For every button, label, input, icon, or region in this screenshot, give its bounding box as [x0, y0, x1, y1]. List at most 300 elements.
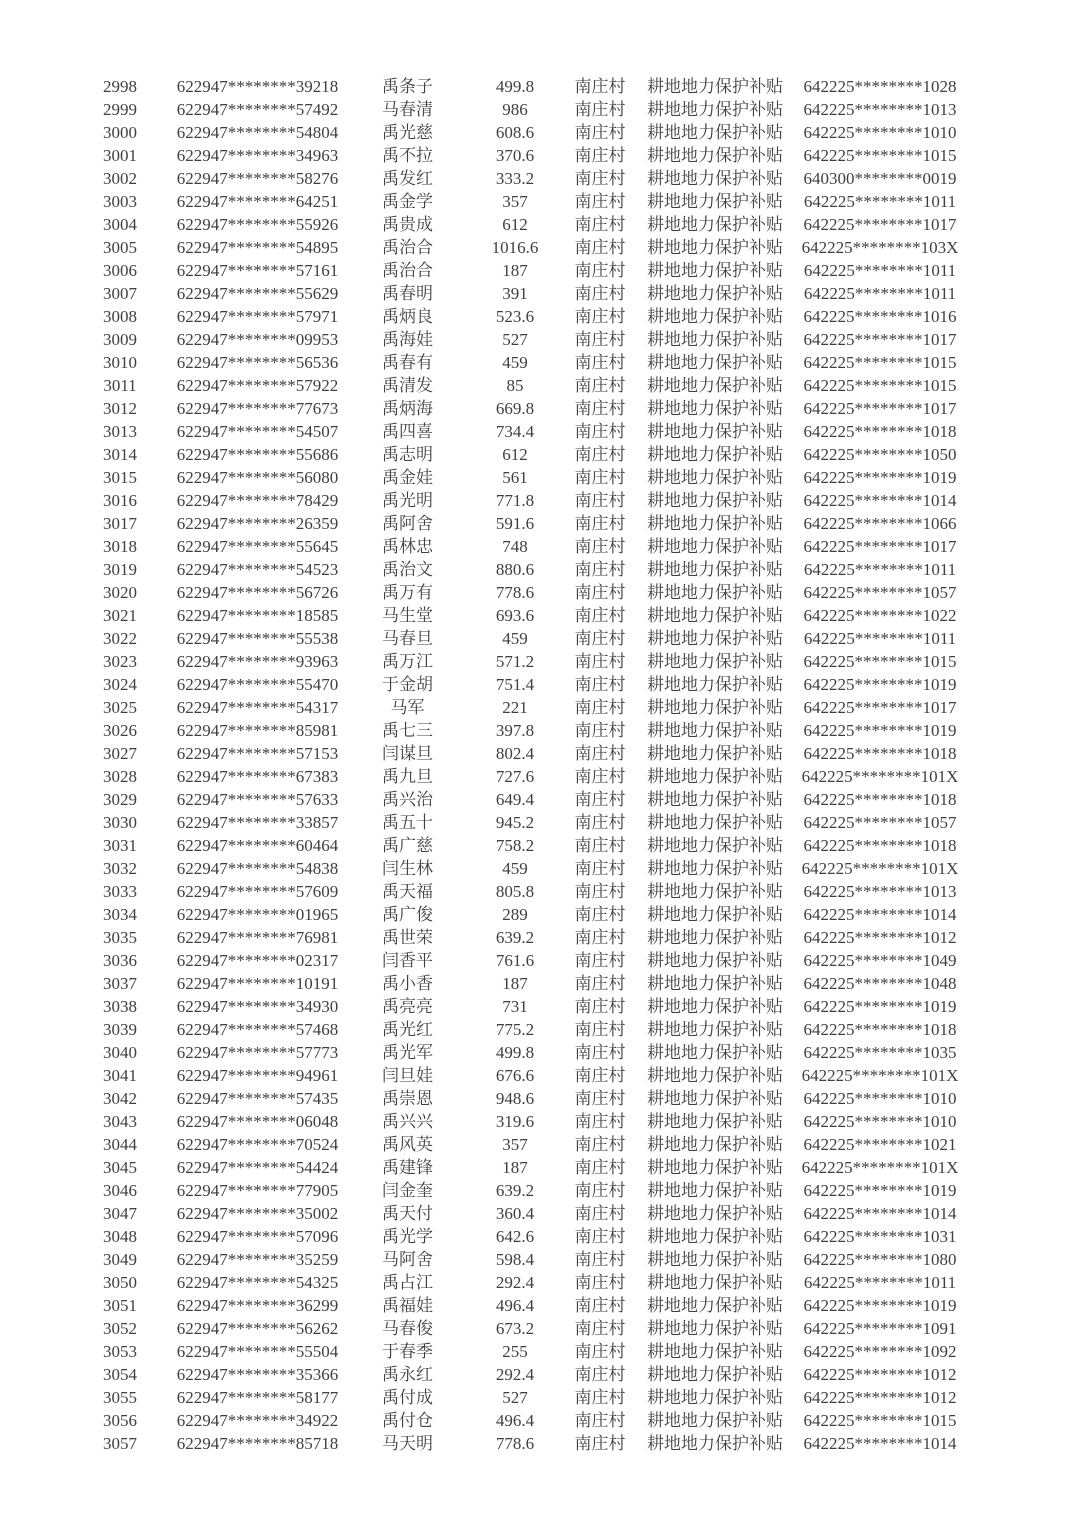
amount: 255: [502, 1342, 528, 1361]
serial-number: 3057: [103, 1434, 137, 1453]
bank-account: 642225********1011: [803, 560, 957, 579]
amount: 751.4: [495, 675, 535, 694]
table-row: [70, 1294, 970, 1317]
serial-number: 3047: [103, 1204, 137, 1223]
bank-account: 642225********1015: [803, 353, 957, 372]
bank-account: 642225********1080: [803, 1250, 957, 1269]
bank-account: 642225********101X: [801, 1158, 959, 1177]
amount: 693.6: [495, 606, 535, 625]
subsidy-type: 耕地地力保护补贴: [647, 583, 783, 602]
subsidy-type: 耕地地力保护补贴: [647, 399, 783, 418]
amount: 496.4: [495, 1411, 535, 1430]
bank-account: 642225********1014: [803, 1434, 957, 1453]
serial-number: 3040: [103, 1043, 137, 1062]
person-name: 马阿舍: [382, 1250, 433, 1269]
amount: 642.6: [495, 1227, 535, 1246]
serial-number: 3018: [103, 537, 137, 556]
id-card-number: 622947********55470: [176, 675, 339, 694]
village: 南庄村: [574, 1365, 626, 1384]
serial-number: 3035: [103, 928, 137, 947]
bank-account: 642225********1014: [803, 1204, 957, 1223]
serial-number: 3046: [103, 1181, 137, 1200]
amount: 880.6: [495, 560, 535, 579]
village: 南庄村: [574, 606, 626, 625]
subsidy-type: 耕地地力保护补贴: [647, 721, 783, 740]
serial-number: 3016: [103, 491, 137, 510]
bank-account: 642225********1091: [803, 1319, 957, 1338]
subsidy-type: 耕地地力保护补贴: [647, 905, 783, 924]
amount: 805.8: [495, 882, 535, 901]
person-name: 闫香平: [382, 951, 433, 970]
subsidy-type: 耕地地力保护补贴: [647, 1020, 783, 1039]
serial-number: 2999: [103, 100, 137, 119]
subsidy-type: 耕地地力保护补贴: [647, 146, 783, 165]
person-name: 禹付仓: [382, 1411, 433, 1430]
table-row: [70, 765, 970, 788]
id-card-number: 622947********34930: [176, 997, 339, 1016]
id-card-number: 622947********06048: [176, 1112, 339, 1131]
person-name: 禹广俊: [382, 905, 433, 924]
amount: 778.6: [495, 583, 535, 602]
amount: 571.2: [495, 652, 535, 671]
person-name: 禹光学: [382, 1227, 433, 1246]
bank-account: 642225********1066: [803, 514, 957, 533]
serial-number: 3044: [103, 1135, 137, 1154]
bank-account: 642225********1012: [803, 1388, 957, 1407]
bank-account: 642225********1092: [803, 1342, 957, 1361]
person-name: 禹治文: [382, 560, 433, 579]
id-card-number: 622947********54317: [176, 698, 339, 717]
table-row: [70, 282, 970, 305]
person-name: 禹金娃: [382, 468, 433, 487]
subsidy-type: 耕地地力保护补贴: [647, 744, 783, 763]
id-card-number: 622947********54424: [176, 1158, 339, 1177]
subsidy-type: 耕地地力保护补贴: [647, 192, 783, 211]
table-row: [70, 1018, 970, 1041]
village: 南庄村: [574, 951, 626, 970]
village: 南庄村: [574, 1020, 626, 1039]
serial-number: 3023: [103, 652, 137, 671]
id-card-number: 622947********55926: [176, 215, 339, 234]
village: 南庄村: [574, 100, 626, 119]
amount: 673.2: [495, 1319, 535, 1338]
person-name: 禹发红: [382, 169, 433, 188]
table-row: [70, 328, 970, 351]
village: 南庄村: [574, 1204, 626, 1223]
subsidy-table-body: [70, 75, 970, 1455]
subsidy-type: 耕地地力保护补贴: [647, 629, 783, 648]
amount: 221: [502, 698, 528, 717]
village: 南庄村: [574, 744, 626, 763]
serial-number: 3039: [103, 1020, 137, 1039]
bank-account: 642225********1035: [803, 1043, 957, 1062]
id-card-number: 622947********57492: [176, 100, 339, 119]
id-card-number: 622947********76981: [176, 928, 339, 947]
id-card-number: 622947********58177: [176, 1388, 339, 1407]
subsidy-type: 耕地地力保护补贴: [647, 1434, 783, 1453]
id-card-number: 622947********54895: [176, 238, 339, 257]
bank-account: 642225********1015: [803, 146, 957, 165]
serial-number: 3034: [103, 905, 137, 924]
bank-account: 642225********1011: [803, 629, 957, 648]
bank-account: 642225********1019: [803, 675, 957, 694]
id-card-number: 622947********54523: [176, 560, 339, 579]
subsidy-type: 耕地地力保护补贴: [647, 1158, 783, 1177]
serial-number: 3009: [103, 330, 137, 349]
amount: 499.8: [495, 1043, 535, 1062]
subsidy-type: 耕地地力保护补贴: [647, 1204, 783, 1223]
serial-number: 3051: [103, 1296, 137, 1315]
amount: 319.6: [495, 1112, 535, 1131]
table-row: [70, 1179, 970, 1202]
table-row: [70, 995, 970, 1018]
id-card-number: 622947********54507: [176, 422, 339, 441]
bank-account: 642225********1048: [803, 974, 957, 993]
serial-number: 3024: [103, 675, 137, 694]
bank-account: 642225********1014: [803, 905, 957, 924]
subsidy-type: 耕地地力保护补贴: [647, 1227, 783, 1246]
subsidy-type: 耕地地力保护补贴: [647, 1411, 783, 1430]
bank-account: 642225********1017: [803, 399, 957, 418]
id-card-number: 622947********60464: [176, 836, 339, 855]
table-row: [70, 1133, 970, 1156]
amount: 397.8: [495, 721, 535, 740]
subsidy-type: 耕地地力保护补贴: [647, 376, 783, 395]
serial-number: 3026: [103, 721, 137, 740]
id-card-number: 622947********34922: [176, 1411, 339, 1430]
bank-account: 642225********1018: [803, 1020, 957, 1039]
id-card-number: 622947********77673: [176, 399, 339, 418]
id-card-number: 622947********56080: [176, 468, 339, 487]
bank-account: 642225********1050: [803, 445, 957, 464]
table-row: [70, 1340, 970, 1363]
id-card-number: 622947********54838: [176, 859, 339, 878]
bank-account: 642225********1012: [803, 1365, 957, 1384]
id-card-number: 622947********57922: [176, 376, 339, 395]
serial-number: 3045: [103, 1158, 137, 1177]
bank-account: 642225********1018: [803, 744, 957, 763]
person-name: 禹崇恩: [382, 1089, 433, 1108]
id-card-number: 622947********70524: [176, 1135, 339, 1154]
bank-account: 642225********103X: [801, 238, 959, 257]
table-row: [70, 1041, 970, 1064]
serial-number: 3003: [103, 192, 137, 211]
person-name: 禹占江: [382, 1273, 433, 1292]
village: 南庄村: [574, 422, 626, 441]
table-row: [70, 581, 970, 604]
person-name: 禹七三: [382, 721, 433, 740]
table-row: [70, 834, 970, 857]
village: 南庄村: [574, 1227, 626, 1246]
subsidy-type: 耕地地力保护补贴: [647, 1112, 783, 1131]
amount: 499.8: [495, 77, 535, 96]
subsidy-type: 耕地地力保护补贴: [647, 560, 783, 579]
id-card-number: 622947********33857: [176, 813, 339, 832]
person-name: 禹春明: [382, 284, 433, 303]
village: 南庄村: [574, 1158, 626, 1177]
bank-account: 642225********1012: [803, 928, 957, 947]
serial-number: 3019: [103, 560, 137, 579]
table-row: [70, 719, 970, 742]
village: 南庄村: [574, 353, 626, 372]
id-card-number: 622947********02317: [176, 951, 339, 970]
village: 南庄村: [574, 169, 626, 188]
village: 南庄村: [574, 974, 626, 993]
bank-account: 642225********1013: [803, 100, 957, 119]
subsidy-type: 耕地地力保护补贴: [647, 675, 783, 694]
person-name: 禹兴兴: [382, 1112, 433, 1131]
id-card-number: 622947********57609: [176, 882, 339, 901]
village: 南庄村: [574, 77, 626, 96]
village: 南庄村: [574, 307, 626, 326]
bank-account: 642225********101X: [801, 767, 959, 786]
bank-account: 642225********1011: [803, 261, 957, 280]
village: 南庄村: [574, 1434, 626, 1453]
serial-number: 3006: [103, 261, 137, 280]
amount: 608.6: [495, 123, 535, 142]
table-row: [70, 1409, 970, 1432]
village: 南庄村: [574, 261, 626, 280]
village: 南庄村: [574, 1112, 626, 1131]
serial-number: 3055: [103, 1388, 137, 1407]
village: 南庄村: [574, 928, 626, 947]
amount: 748: [502, 537, 528, 556]
village: 南庄村: [574, 790, 626, 809]
id-card-number: 622947********54325: [176, 1273, 339, 1292]
id-card-number: 622947********55538: [176, 629, 339, 648]
table-row: [70, 420, 970, 443]
subsidy-type: 耕地地力保护补贴: [647, 1365, 783, 1384]
serial-number: 3008: [103, 307, 137, 326]
bank-account: 642225********1018: [803, 790, 957, 809]
amount: 357: [502, 192, 528, 211]
person-name: 禹林忠: [382, 537, 433, 556]
village: 南庄村: [574, 1319, 626, 1338]
table-row: [70, 535, 970, 558]
table-row: [70, 1432, 970, 1455]
person-name: 禹亮亮: [382, 997, 433, 1016]
person-name: 禹万江: [382, 652, 433, 671]
id-card-number: 622947********54804: [176, 123, 339, 142]
amount: 391: [502, 284, 528, 303]
id-card-number: 622947********34963: [176, 146, 339, 165]
subsidy-type: 耕地地力保护补贴: [647, 606, 783, 625]
person-name: 禹金学: [382, 192, 433, 211]
subsidy-type: 耕地地力保护补贴: [647, 514, 783, 533]
amount: 85: [506, 376, 524, 395]
serial-number: 3043: [103, 1112, 137, 1131]
amount: 945.2: [495, 813, 535, 832]
id-card-number: 622947********36299: [176, 1296, 339, 1315]
bank-account: 642225********1028: [803, 77, 957, 96]
person-name: 马春俊: [382, 1319, 433, 1338]
subsidy-type: 耕地地力保护补贴: [647, 238, 783, 257]
subsidy-type: 耕地地力保护补贴: [647, 790, 783, 809]
village: 南庄村: [574, 721, 626, 740]
amount: 639.2: [495, 1181, 535, 1200]
serial-number: 3028: [103, 767, 137, 786]
id-card-number: 622947********10191: [176, 974, 339, 993]
subsidy-type: 耕地地力保护补贴: [647, 997, 783, 1016]
table-row: [70, 512, 970, 535]
id-card-number: 622947********58276: [176, 169, 339, 188]
village: 南庄村: [574, 1066, 626, 1085]
person-name: 禹春有: [382, 353, 433, 372]
person-name: 闫金奎: [382, 1181, 433, 1200]
bank-account: 642225********1016: [803, 307, 957, 326]
amount: 1016.6: [491, 238, 539, 257]
serial-number: 3022: [103, 629, 137, 648]
subsidy-type: 耕地地力保护补贴: [647, 859, 783, 878]
bank-account: 642225********1011: [803, 284, 957, 303]
subsidy-type: 耕地地力保护补贴: [647, 1388, 783, 1407]
table-row: [70, 949, 970, 972]
id-card-number: 622947********57096: [176, 1227, 339, 1246]
person-name: 禹天付: [382, 1204, 433, 1223]
subsidy-type: 耕地地力保护补贴: [647, 1066, 783, 1085]
serial-number: 3025: [103, 698, 137, 717]
id-card-number: 622947********55504: [176, 1342, 339, 1361]
id-card-number: 622947********78429: [176, 491, 339, 510]
amount: 612: [502, 215, 528, 234]
id-card-number: 622947********67383: [176, 767, 339, 786]
village: 南庄村: [574, 1342, 626, 1361]
serial-number: 3056: [103, 1411, 137, 1430]
amount: 649.4: [495, 790, 535, 809]
id-card-number: 622947********55629: [176, 284, 339, 303]
id-card-number: 622947********55645: [176, 537, 339, 556]
subsidy-type: 耕地地力保护补贴: [647, 698, 783, 717]
village: 南庄村: [574, 1181, 626, 1200]
amount: 459: [502, 629, 528, 648]
village: 南庄村: [574, 468, 626, 487]
id-card-number: 622947********56262: [176, 1319, 339, 1338]
person-name: 禹万有: [382, 583, 433, 602]
subsidy-type: 耕地地力保护补贴: [647, 1273, 783, 1292]
bank-account: 642225********1011: [803, 192, 957, 211]
person-name: 于金胡: [382, 675, 433, 694]
id-card-number: 622947********55686: [176, 445, 339, 464]
person-name: 闫谋旦: [382, 744, 433, 763]
table-row: [70, 604, 970, 627]
subsidy-type: 耕地地力保护补贴: [647, 445, 783, 464]
table-row: [70, 305, 970, 328]
village: 南庄村: [574, 399, 626, 418]
person-name: 禹九旦: [382, 767, 433, 786]
village: 南庄村: [574, 537, 626, 556]
id-card-number: 622947********57153: [176, 744, 339, 763]
table-row: [70, 857, 970, 880]
id-card-number: 622947********09953: [176, 330, 339, 349]
bank-account: 642225********101X: [801, 859, 959, 878]
subsidy-type: 耕地地力保护补贴: [647, 422, 783, 441]
table-row: [70, 1064, 970, 1087]
table-row: [70, 627, 970, 650]
subsidy-type: 耕地地力保护补贴: [647, 974, 783, 993]
id-card-number: 622947********57161: [176, 261, 339, 280]
subsidy-type: 耕地地力保护补贴: [647, 169, 783, 188]
table-row: [70, 788, 970, 811]
subsidy-type: 耕地地力保护补贴: [647, 1089, 783, 1108]
person-name: 禹阿舍: [382, 514, 433, 533]
person-name: 禹光红: [382, 1020, 433, 1039]
amount: 761.6: [495, 951, 535, 970]
amount: 527: [502, 330, 528, 349]
serial-number: 3048: [103, 1227, 137, 1246]
person-name: 禹风英: [382, 1135, 433, 1154]
amount: 370.6: [495, 146, 535, 165]
bank-account: 642225********1019: [803, 1296, 957, 1315]
person-name: 禹天福: [382, 882, 433, 901]
amount: 357: [502, 1135, 528, 1154]
id-card-number: 622947********93963: [176, 652, 339, 671]
village: 南庄村: [574, 284, 626, 303]
table-row: [70, 1156, 970, 1179]
person-name: 禹炳良: [382, 307, 433, 326]
serial-number: 3049: [103, 1250, 137, 1269]
village: 南庄村: [574, 1043, 626, 1062]
subsidy-type: 耕地地力保护补贴: [647, 284, 783, 303]
bank-account: 642225********1018: [803, 836, 957, 855]
amount: 731: [502, 997, 528, 1016]
person-name: 马生堂: [382, 606, 433, 625]
person-name: 禹付成: [382, 1388, 433, 1407]
id-card-number: 622947********57435: [176, 1089, 339, 1108]
amount: 775.2: [495, 1020, 535, 1039]
serial-number: 3012: [103, 399, 137, 418]
table-row: [70, 926, 970, 949]
id-card-number: 622947********85718: [176, 1434, 339, 1453]
amount: 986: [502, 100, 528, 119]
person-name: 禹兴治: [382, 790, 433, 809]
subsidy-type: 耕地地力保护补贴: [647, 215, 783, 234]
subsidy-type: 耕地地力保护补贴: [647, 77, 783, 96]
id-card-number: 622947********57468: [176, 1020, 339, 1039]
serial-number: 3052: [103, 1319, 137, 1338]
person-name: 禹永红: [382, 1365, 433, 1384]
serial-number: 3036: [103, 951, 137, 970]
id-card-number: 622947********56726: [176, 583, 339, 602]
id-card-number: 622947********57773: [176, 1043, 339, 1062]
bank-account: 642225********1014: [803, 491, 957, 510]
serial-number: 3015: [103, 468, 137, 487]
bank-account: 642225********1017: [803, 215, 957, 234]
table-row: [70, 1271, 970, 1294]
id-card-number: 622947********18585: [176, 606, 339, 625]
serial-number: 3013: [103, 422, 137, 441]
id-card-number: 622947********94961: [176, 1066, 339, 1085]
person-name: 禹福娃: [382, 1296, 433, 1315]
village: 南庄村: [574, 1296, 626, 1315]
serial-number: 3041: [103, 1066, 137, 1085]
person-name: 闫生林: [382, 859, 433, 878]
amount: 598.4: [495, 1250, 535, 1269]
amount: 561: [502, 468, 528, 487]
village: 南庄村: [574, 997, 626, 1016]
id-card-number: 622947********77905: [176, 1181, 339, 1200]
serial-number: 3005: [103, 238, 137, 257]
amount: 187: [502, 1158, 528, 1177]
table-row: [70, 558, 970, 581]
subsidy-type: 耕地地力保护补贴: [647, 100, 783, 119]
person-name: 禹光慈: [382, 123, 433, 142]
amount: 771.8: [495, 491, 535, 510]
amount: 802.4: [495, 744, 535, 763]
subsidy-type: 耕地地力保护补贴: [647, 882, 783, 901]
id-card-number: 622947********01965: [176, 905, 339, 924]
serial-number: 3032: [103, 859, 137, 878]
table-row: [70, 259, 970, 282]
